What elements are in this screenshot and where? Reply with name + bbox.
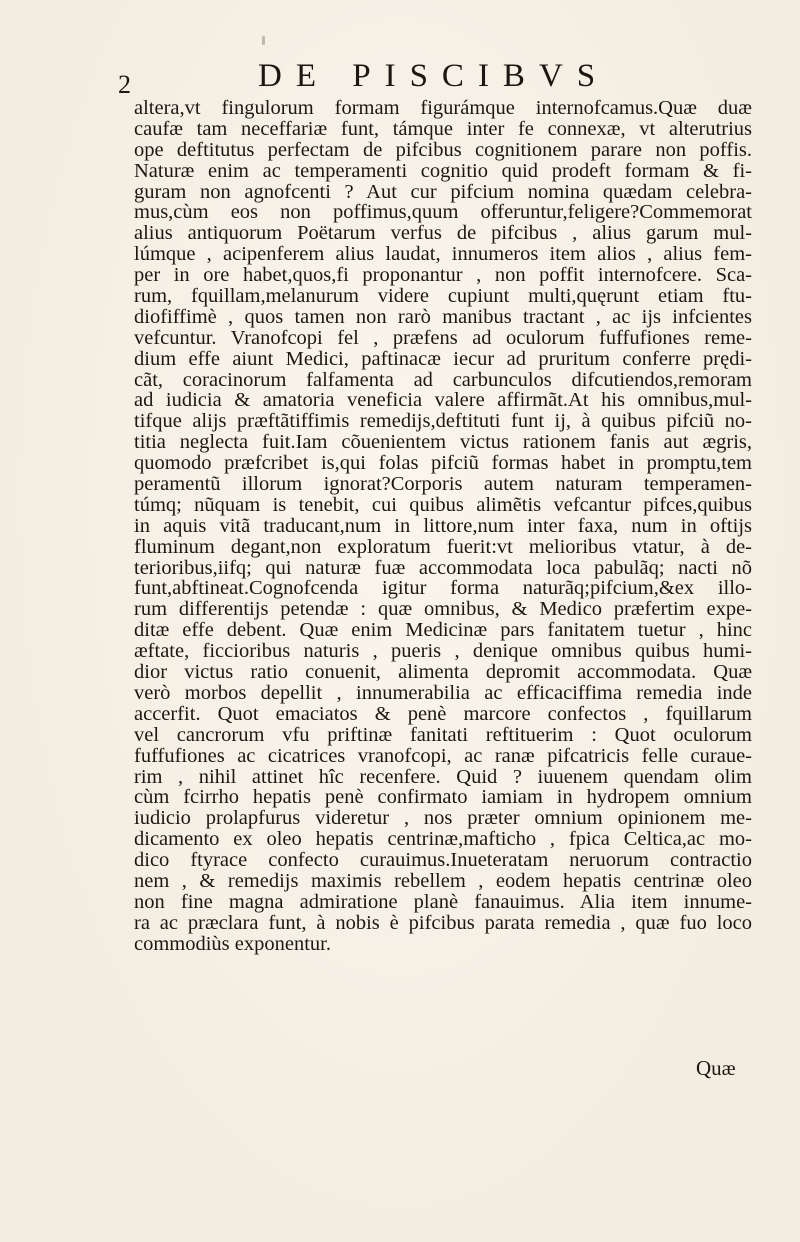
text-line: in aquis vitã traducant,num in littore,num inter faxa, num in oftijs	[134, 514, 752, 537]
text-line: tifque alijs præftãtiffimis remedijs,deftituti funt ij, à quibus pifciũ no-	[134, 410, 752, 433]
text-line: vefcuntur. Vranofcopi fel , præfens ad oculorum fuffufiones reme-	[134, 326, 752, 349]
text-line: alius antiquorum Poëtarum verfus de pifcibus , alius garum mul-	[134, 222, 752, 245]
text-line: peramentũ illorum ignorat?Corporis autem naturam temperamen-	[134, 473, 752, 496]
text-line: ope deftitutus perfectam de pifcibus cognitionem parare non poffis.	[134, 138, 752, 161]
text-line: altera,vt fingulorum formam figurámque internofcamus.Quæ duæ	[134, 97, 752, 119]
text-line: non fine magna admiratione planè fanauimus. Alia item innume-	[134, 890, 752, 913]
text-line: per in ore habet,quos,fi proponantur , non poffit internofcere. Sca-	[134, 264, 752, 287]
text-line: æftate, ficcioribus naturis , pueris , denique omnibus quibus humi-	[134, 640, 752, 663]
text-line: rum, fquillam,melanurum videre cupiunt multi,quęrunt etiam ftu-	[134, 285, 752, 308]
running-head: DE PISCIBVS	[258, 58, 610, 94]
text-line: rim , nihil attinet hîc recenfere. Quid ? iuuenem quendam olim	[134, 765, 752, 788]
text-line: quomodo præfcribet is,qui folas pifciũ formas habet in promptu,tem	[134, 452, 752, 475]
text-line: lúmque , acipenferem alius laudat, innumeros item alios , alius fem-	[134, 243, 752, 266]
text-line: cùm fcirrho hepatis penè confirmato iamiam in hydropem omnium	[134, 786, 752, 809]
text-line: dium effe aiunt Medici, paftinacæ iecur ad pruritum conferre prędi-	[134, 347, 752, 370]
text-line: ra ac præclara funt, à nobis è pifcibus parata remedia , quæ fuo loco	[134, 911, 752, 934]
text-line: terioribus,iifq; qui naturæ fuæ accommodata loca pabulãq; nacti nõ	[134, 556, 752, 579]
text-line: ditæ effe debent. Quæ enim Medicinæ pars fanitatem tuetur , hinc	[134, 619, 752, 642]
page-number: 2	[118, 70, 131, 99]
text-line: rum differentijs petendæ : quæ omnibus, & Medico præfertim expe-	[134, 598, 752, 621]
text-line: fuffufiones ac cicatrices vranofcopi, ac ranæ pifcatricis felle curaue-	[134, 744, 752, 767]
text-line: guram non agnofcenti ? Aut cur pifcium nomina quædam celebra-	[134, 180, 752, 203]
text-line: dior victus ratio conuenit, alimenta depromit accommodata. Quæ	[134, 661, 752, 684]
ink-speck	[262, 36, 265, 45]
catchword: Quæ	[696, 1056, 736, 1080]
text-line: ad iudicia & amatoria veneficia valere affirmãt.At his omnibus,mul-	[134, 389, 752, 412]
text-line: vel cancrorum vfu priftinæ fanitati reftituerim : Quot oculorum	[134, 723, 752, 746]
text-line: titia neglecta fuit.Iam cõuenientem victus rationem fanis aut ægris,	[134, 431, 752, 454]
text-line: verò morbos depellit , innumerabilia ac efficaciffima remedia inde	[134, 681, 752, 704]
text-line: dico ftyrace confecto curauimus.Inueteratam neruorum contractio	[134, 849, 752, 872]
text-line: dicamento ex oleo hepatis centrinæ,mafticho , fpica Celtica,ac mo-	[134, 828, 752, 851]
body-text	[134, 98, 752, 955]
text-line: commodiùs exponentur.	[134, 932, 332, 955]
text-line: nem , & remedijs maximis rebellem , eodem hepatis centrinæ oleo	[134, 869, 752, 892]
text-line: cãt, coracinorum falfamenta ad carbunculos difcutiendos,remoram	[134, 368, 752, 391]
text-line: iudicio prolapfurus videretur , nos præter omnium opinionem me-	[134, 807, 752, 830]
text-line: mus,cùm eos non poffimus,quum offeruntur,feligere?Commemorat	[134, 201, 752, 224]
text-line: caufæ tam neceffariæ funt, támque inter fe connexæ, vt alterutrius	[134, 117, 752, 140]
text-line: diofiffimè , quos tamen non rarò manibus tractant , ac ijs infcientes	[134, 305, 752, 328]
text-line: funt,abftineat.Cognofcenda igitur forma naturãq;pifcium,&ex illo-	[134, 577, 752, 600]
text-line: Naturæ enim ac temperamenti cognitio quid prodeft formam & fi-	[134, 159, 752, 182]
text-line: accerfit. Quot emaciatos & penè marcore confectos , fquillarum	[134, 702, 752, 725]
text-line: túmq; nũquam is tenebit, cui quibus alimẽtis vefcantur pifces,quibus	[134, 493, 752, 516]
text-line: fluminum degant,non exploratum fuerit:vt melioribus vtatur, à de-	[134, 535, 752, 558]
